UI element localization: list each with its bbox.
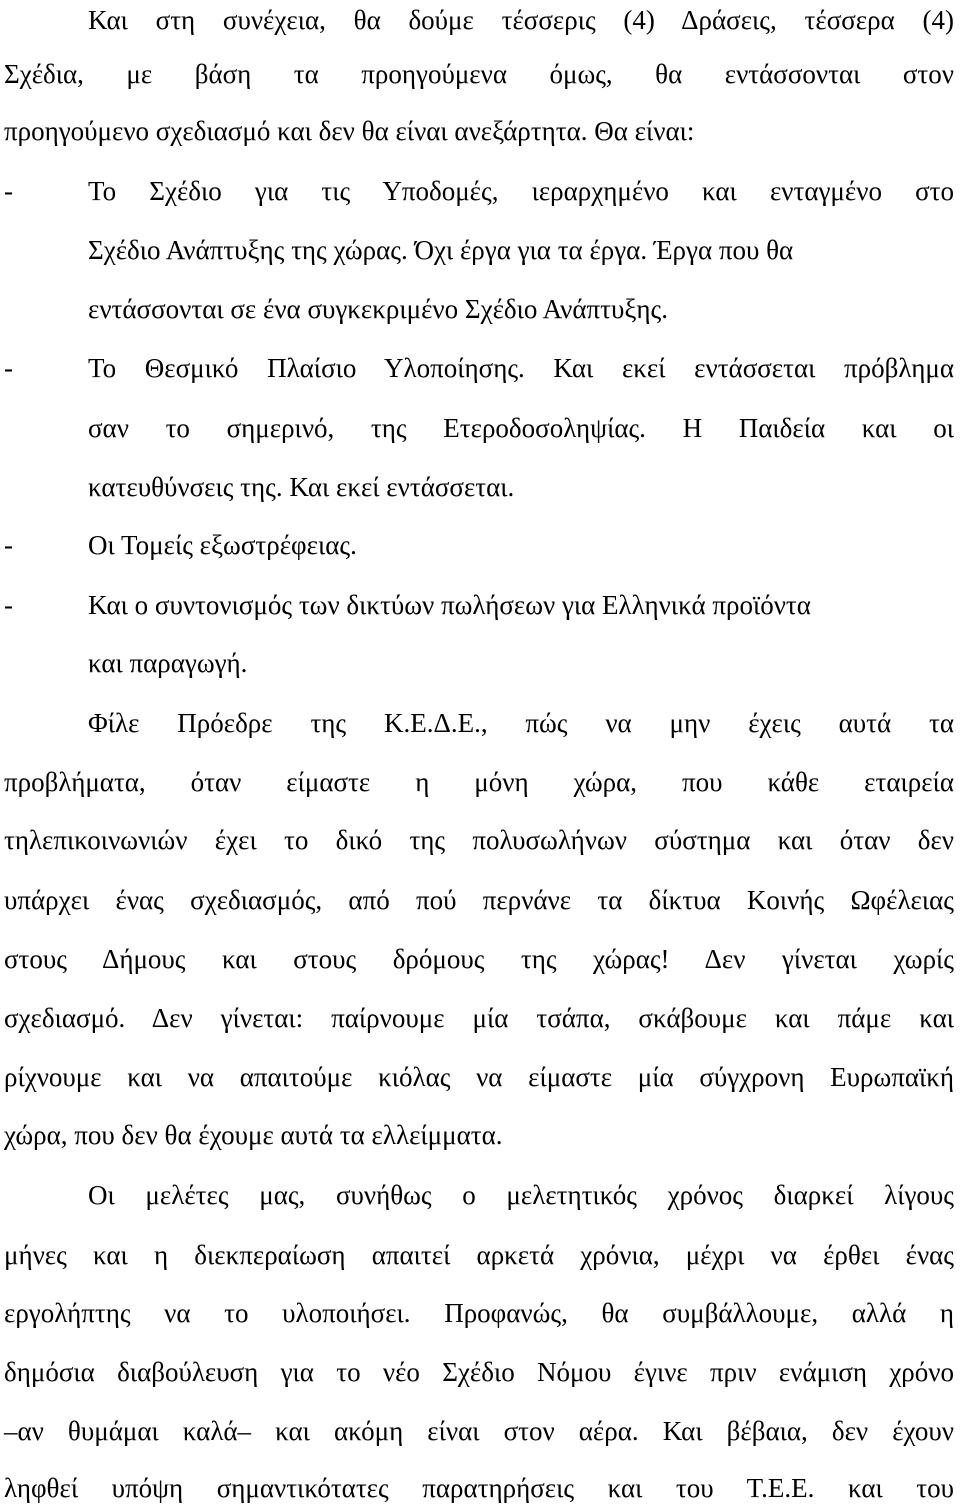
paragraph-1-line-2: προβλήματα, όταν είμαστε η μόνη χώρα, που κάθε εταιρεία bbox=[4, 767, 954, 797]
paragraph-2-line-2: μήνες και η διεκπεραίωση απαιτεί αρκετά χρόνια, μέχρι να έρθει ένας bbox=[4, 1240, 954, 1270]
bullet-dash-1: - bbox=[4, 176, 13, 206]
bullet-dash-3: - bbox=[4, 530, 13, 560]
bullet-2-line-2: σαν το σημερινό, της Ετεροδοσοληψίας. Η Παιδεία και οι bbox=[88, 413, 954, 443]
bullet-3-line-1: Οι Τομείς εξωστρέφειας. bbox=[88, 530, 357, 560]
bullet-2-line-3: κατευθύνσεις της. Και εκεί εντάσσεται. bbox=[88, 472, 515, 502]
paragraph-2-line-3: εργολήπτης να το υλοποιήσει. Προφανώς, θα συμβάλλουμε, αλλά η bbox=[4, 1298, 954, 1328]
intro-line-3: προηγούμενο σχεδιασμό και δεν θα είναι ανεξάρτητα. Θα είναι: bbox=[4, 116, 695, 146]
paragraph-1-line-4: υπάρχει ένας σχεδιασμός, από πού περνάνε τα δίκτυα Κοινής Ωφέλειας bbox=[4, 885, 954, 915]
paragraph-2-line-5: –αν θυμάμαι καλά– και ακόμη είναι στον αέρα. Και βέβαια, δεν έχουν bbox=[4, 1416, 954, 1446]
paragraph-2-line-1: Οι μελέτες μας, συνήθως ο μελετητικός χρόνος διαρκεί λίγους bbox=[88, 1180, 954, 1210]
bullet-4-line-2: και παραγωγή. bbox=[88, 648, 248, 678]
paragraph-1-line-3: τηλεπικοινωνιών έχει το δικό της πολυσωλήνων σύστημα και όταν δεν bbox=[4, 825, 954, 855]
bullet-2-line-1: Το Θεσμικό Πλαίσιο Υλοποίησης. Και εκεί εντάσσεται πρόβλημα bbox=[88, 353, 954, 383]
bullet-1-line-1: Το Σχέδιο για τις Υποδομές, ιεραρχημένο και ενταγμένο στο bbox=[88, 176, 954, 206]
paragraph-2-line-6: ληφθεί υπόψη σημαντικότατες παρατηρήσεις και του Τ.Ε.Ε. και του bbox=[4, 1473, 954, 1503]
intro-line-2: Σχέδια, με βάση τα προηγούμενα όμως, θα εντάσσονται στον bbox=[4, 59, 954, 89]
paragraph-1-line-8: χώρα, που δεν θα έχουμε αυτά τα ελλείμματα. bbox=[4, 1120, 503, 1150]
paragraph-1-line-7: ρίχνουμε και να απαιτούμε κιόλας να είμαστε μία σύγχρονη Ευρωπαϊκή bbox=[4, 1062, 954, 1092]
bullet-dash-2: - bbox=[4, 353, 13, 383]
intro-line-1: Και στη συνέχεια, θα δούμε τέσσερις (4) Δράσεις, τέσσερα (4) bbox=[88, 5, 954, 35]
paragraph-1-line-5: στους Δήμους και στους δρόμους της χώρας! Δεν γίνεται χωρίς bbox=[4, 944, 954, 974]
paragraph-2-line-4: δημόσια διαβούλευση για το νέο Σχέδιο Νόμου έγινε πριν ενάμιση χρόνο bbox=[4, 1357, 954, 1387]
paragraph-1-line-1: Φίλε Πρόεδρε της Κ.Ε.Δ.Ε., πώς να μην έχεις αυτά τα bbox=[88, 708, 954, 738]
bullet-1-line-3: εντάσσονται σε ένα συγκεκριμένο Σχέδιο Ανάπτυξης. bbox=[88, 294, 668, 324]
bullet-dash-4: - bbox=[4, 590, 13, 620]
bullet-1-line-2: Σχέδιο Ανάπτυξης της χώρας. Όχι έργα για τα έργα. Έργα που θα bbox=[88, 235, 794, 265]
paragraph-1-line-6: σχεδιασμό. Δεν γίνεται: παίρνουμε μία τσάπα, σκάβουμε και πάμε και bbox=[4, 1003, 954, 1033]
bullet-4-line-1: Και ο συντονισμός των δικτύων πωλήσεων για Ελληνικά προϊόντα bbox=[88, 590, 811, 620]
